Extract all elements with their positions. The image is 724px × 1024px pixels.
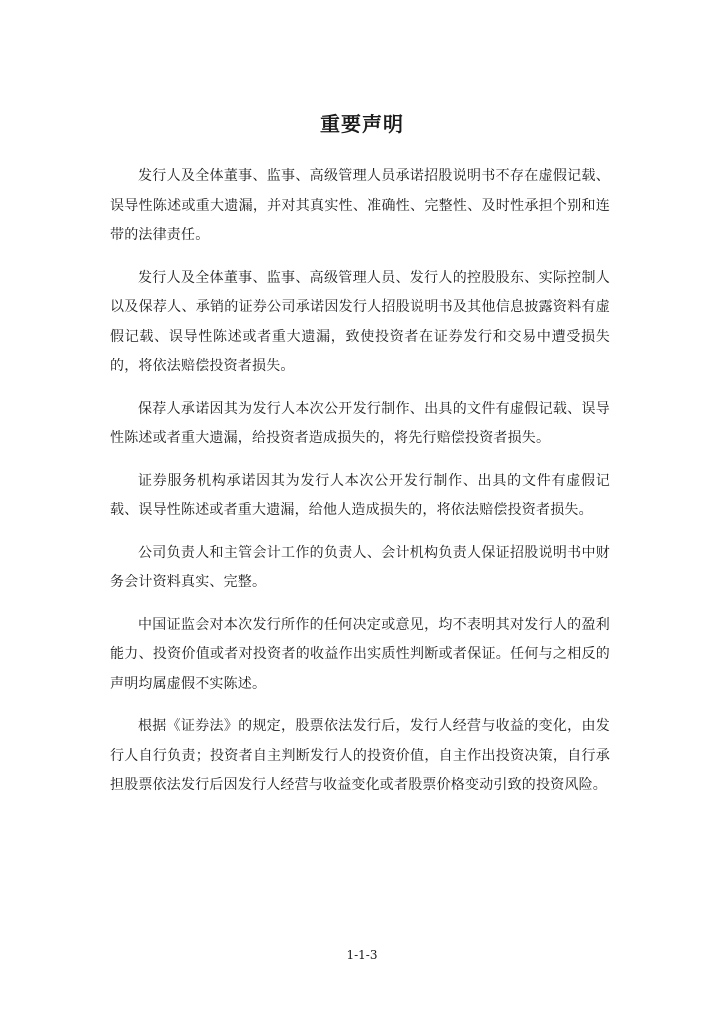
page-title: 重要声明 <box>320 112 404 136</box>
paragraph-investment-risk: 根据《证券法》的规定，股票依法发行后，发行人经营与收益的变化，由发行人自行负责；投资者自主判断发行人的投资价值，自主作出投资决策，自行承担股票依法发行后因发行人经营与收益变化或者股票价格变动引致的投资风险。 <box>110 718 610 793</box>
paragraph-compensation-commitment: 发行人及全体董事、监事、高级管理人员、发行人的控股股东、实际控制人以及保荐人、承销的证券公司承诺因发行人招股说明书及其他信息披露资料有虚假记载、误导性陈述或者重大遗漏，致使投资者在证券发行和交易中遭受损失的，将依法赔偿投资者损失。 <box>110 269 610 374</box>
paragraph-service-agency-commitment: 证券服务机构承诺因其为发行人本次公开发行制作、出具的文件有虚假记载、误导性陈述或者重大遗漏，给他人造成损失的，将依法赔偿投资者损失。 <box>110 472 610 518</box>
paragraph-sponsor-commitment: 保荐人承诺因其为发行人本次公开发行制作、出具的文件有虚假记载、误导性陈述或者重大遗漏，给投资者造成损失的，将先行赔偿投资者损失。 <box>110 400 610 446</box>
paragraph-csrc-disclaimer: 中国证监会对本次发行所作的任何决定或意见，均不表明其对发行人的盈利能力、投资价值或者对投资者的收益作出实质性判断或者保证。任何与之相反的声明均属虚假不实陈述。 <box>110 616 610 692</box>
statement-body <box>110 162 610 814</box>
page-number: 1-1-3 <box>346 948 378 962</box>
paragraph-accounting-guarantee: 公司负责人和主管会计工作的负责人、会计机构负责人保证招股说明书中财务会计资料真实、完整。 <box>110 544 610 590</box>
paragraph-directors-commitment: 发行人及全体董事、监事、高级管理人员承诺招股说明书不存在虚假记载、误导性陈述或重大遗漏，并对其真实性、准确性、完整性、及时性承担个别和连带的法律责任。 <box>110 168 610 243</box>
